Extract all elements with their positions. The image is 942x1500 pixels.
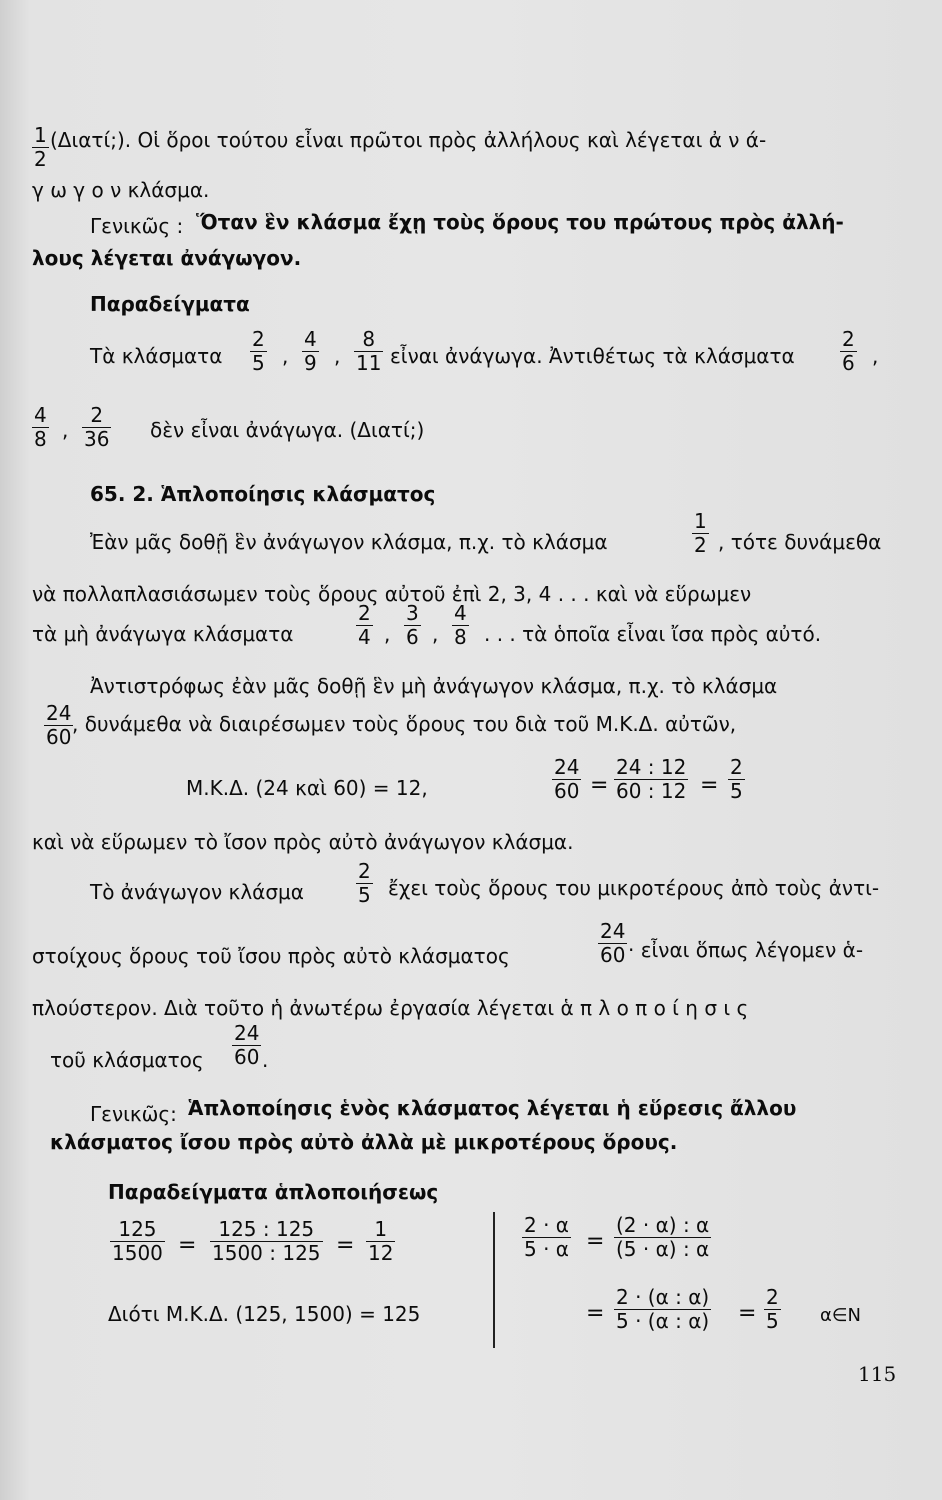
definition-bold: κλάσματος ἴσου πρὸς αὐτὸ ἀλλὰ μὲ μικροτέρους ὅρους. bbox=[50, 1130, 678, 1154]
text-line: Ἐὰν μᾶς δοθῇ ἓν ἀνάγωγον κλάσμα, π.χ. τὸ κλάσμα bbox=[90, 530, 608, 554]
comma: , bbox=[62, 418, 69, 442]
denominator: 5 bbox=[730, 779, 743, 803]
fraction bbox=[354, 328, 383, 375]
denominator: 8 bbox=[34, 427, 47, 451]
text-line: στοίχους ὅρους τοῦ ἴσου πρὸς αὐτὸ κλάσματος bbox=[32, 944, 510, 968]
text-line: πλούστερον. Διὰ τοῦτο ἡ ἀνωτέρω ἐργασία λέγεται ἁ π λ ο π ο ί η σ ι ς bbox=[32, 996, 749, 1020]
numerator: 2 bbox=[766, 1285, 779, 1309]
fraction bbox=[522, 1214, 571, 1261]
numerator: 8 bbox=[354, 328, 383, 352]
fraction bbox=[250, 328, 267, 375]
numerator: 2 bbox=[358, 601, 371, 625]
denominator: 8 bbox=[454, 625, 467, 649]
numerator: 2 bbox=[730, 755, 743, 779]
fraction bbox=[232, 1022, 261, 1069]
text-line: Τὰ κλάσματα bbox=[90, 344, 223, 368]
numerator: 1 bbox=[34, 123, 47, 147]
denominator: 9 bbox=[304, 351, 317, 375]
text-line: Μ.Κ.Δ. (24 καὶ 60) = 12, bbox=[186, 776, 428, 800]
text-line: , τότε δυνάμεθα bbox=[718, 530, 882, 554]
numerator: 125 bbox=[110, 1218, 165, 1242]
fraction bbox=[552, 756, 581, 803]
comma: , bbox=[432, 622, 439, 646]
numerator: 2 · α bbox=[524, 1213, 569, 1237]
numerator: 24 bbox=[554, 755, 580, 779]
numerator: 2 · (α : α) bbox=[616, 1285, 710, 1309]
page-number: 115 bbox=[858, 1362, 897, 1386]
text-line: , δυνάμεθα νὰ διαιρέσωμεν τοὺς ὅρους του διὰ τοῦ Μ.Κ.Δ. αὐτῶν, bbox=[72, 712, 737, 736]
equals-sign: = bbox=[178, 1233, 197, 1258]
column-divider bbox=[493, 1212, 495, 1348]
comma: , bbox=[872, 344, 879, 368]
text-line: καὶ νὰ εὕρωμεν τὸ ἴσον πρὸς αὐτὸ ἀνάγωγον κλάσμα. bbox=[32, 830, 574, 854]
fraction bbox=[598, 920, 627, 967]
denominator: 5 bbox=[252, 351, 265, 375]
numerator: 2 bbox=[82, 404, 111, 428]
equals-sign: = bbox=[336, 1233, 355, 1258]
numerator: (2 · α) : α bbox=[616, 1213, 710, 1237]
equals-sign: = bbox=[586, 1229, 605, 1254]
numerator: 2 bbox=[358, 859, 371, 883]
denominator: 11 bbox=[356, 351, 382, 375]
fraction bbox=[356, 860, 373, 907]
fraction bbox=[764, 1286, 781, 1333]
fraction bbox=[614, 1286, 711, 1333]
fraction bbox=[366, 1218, 395, 1265]
comma: , bbox=[334, 344, 341, 368]
section-heading: Παραδείγματα bbox=[90, 292, 250, 316]
text-line: ἔχει τοὺς ὅρους του μικροτέρους ἀπὸ τοὺς ἀντι- bbox=[388, 876, 880, 900]
fraction bbox=[404, 602, 421, 649]
equals-sign: = bbox=[738, 1301, 757, 1326]
section-heading: 65. 2. Ἁπλοποίησις κλάσματος bbox=[90, 482, 436, 506]
numerator: 3 bbox=[406, 601, 419, 625]
definition-bold: Ὅταν ἓν κλάσμα ἔχῃ τοὺς ὅρους του πρώτους πρὸς ἀλλή- bbox=[196, 210, 844, 234]
fraction bbox=[728, 756, 745, 803]
denominator: 6 bbox=[842, 351, 855, 375]
fraction bbox=[614, 1214, 711, 1261]
fraction bbox=[32, 404, 49, 451]
numerator: 24 : 12 bbox=[616, 755, 687, 779]
denominator: 60 bbox=[554, 779, 580, 803]
text-line: Γενικῶς: bbox=[90, 1102, 177, 1126]
numerator: 4 bbox=[304, 327, 317, 351]
denominator: 6 bbox=[406, 625, 419, 649]
denominator: 1500 : 125 bbox=[212, 1241, 321, 1265]
numerator: 125 : 125 bbox=[210, 1218, 323, 1242]
text-line: τὰ μὴ ἀνάγωγα κλάσματα bbox=[32, 622, 294, 646]
denominator: 36 bbox=[84, 427, 110, 451]
fraction bbox=[32, 124, 49, 171]
numerator: 24 bbox=[46, 701, 72, 725]
numerator: 4 bbox=[34, 403, 47, 427]
numerator: 1 bbox=[366, 1218, 395, 1242]
text-line: Τὸ ἀνάγωγον κλάσμα bbox=[90, 880, 304, 904]
text-line: Ἀντιστρόφως ἐὰν μᾶς δοθῇ ἓν μὴ ἀνάγωγον κλάσμα, π.χ. τὸ κλάσμα bbox=[90, 674, 778, 698]
equals-sign: = bbox=[700, 773, 719, 798]
definition-bold: λους λέγεται ἀνάγωγον. bbox=[32, 246, 302, 270]
denominator: 60 bbox=[234, 1045, 260, 1069]
text-line: Γενικῶς : bbox=[90, 214, 184, 238]
text-line: δὲν εἶναι ἀνάγωγα. (Διατί;) bbox=[150, 418, 425, 442]
text-line: Διότι Μ.Κ.Δ. (125, 1500) = 125 bbox=[108, 1302, 421, 1326]
period: . bbox=[262, 1048, 269, 1072]
fraction bbox=[44, 702, 73, 749]
denominator: 2 bbox=[34, 147, 47, 171]
denominator: 60 bbox=[600, 943, 626, 967]
text-line: εἶναι ἀνάγωγα. Ἀντιθέτως τὰ κλάσματα bbox=[390, 344, 795, 368]
text-line: γ ω γ ο ν κλάσμα. bbox=[32, 178, 210, 202]
fraction bbox=[210, 1218, 323, 1265]
denominator: 1500 bbox=[112, 1241, 163, 1265]
denominator: 5 · α bbox=[524, 1237, 569, 1261]
text-line: τοῦ κλάσματος bbox=[50, 1048, 204, 1072]
numerator: 2 bbox=[842, 327, 855, 351]
denominator: 5 bbox=[358, 883, 371, 907]
denominator: 5 · (α : α) bbox=[616, 1309, 710, 1333]
fraction bbox=[82, 404, 111, 451]
numerator: 24 bbox=[600, 919, 626, 943]
numerator: 4 bbox=[454, 601, 467, 625]
numerator: 2 bbox=[252, 327, 265, 351]
fraction bbox=[452, 602, 469, 649]
text-line: (Διατί;). Οἱ ὅροι τούτου εἶναι πρῶτοι πρὸς ἀλλήλους καὶ λέγεται ἀ ν ά- bbox=[50, 128, 767, 152]
numerator: 1 bbox=[694, 509, 707, 533]
fraction bbox=[692, 510, 709, 557]
denominator: 60 bbox=[46, 725, 72, 749]
fraction bbox=[614, 756, 688, 803]
set-notation: α∈N bbox=[820, 1305, 862, 1326]
denominator: 5 bbox=[766, 1309, 779, 1333]
denominator: 60 : 12 bbox=[616, 779, 687, 803]
fraction bbox=[302, 328, 319, 375]
fraction bbox=[356, 602, 373, 649]
definition-bold: Ἁπλοποίησις ἑνὸς κλάσματος λέγεται ἡ εὕρεσις ἄλλου bbox=[188, 1096, 797, 1120]
text-line: · εἶναι ὅπως λέγομεν ἁ- bbox=[628, 938, 864, 962]
denominator: 12 bbox=[368, 1241, 394, 1265]
equals-sign: = bbox=[590, 773, 609, 798]
denominator: (5 · α) : α bbox=[616, 1237, 710, 1261]
denominator: 2 bbox=[694, 533, 707, 557]
text-line: νὰ πολλαπλασιάσωμεν τοὺς ὅρους αὐτοῦ ἐπὶ 2, 3, 4 . . . καὶ νὰ εὕρωμεν bbox=[32, 582, 752, 606]
numerator: 24 bbox=[234, 1021, 260, 1045]
equals-sign: = bbox=[586, 1301, 605, 1326]
fraction bbox=[840, 328, 857, 375]
comma: , bbox=[282, 344, 289, 368]
comma: , bbox=[384, 622, 391, 646]
denominator: 4 bbox=[358, 625, 371, 649]
fraction bbox=[110, 1218, 165, 1265]
section-heading: Παραδείγματα ἁπλοποιήσεως bbox=[108, 1180, 439, 1204]
text-line: . . . τὰ ὁποῖα εἶναι ἴσα πρὸς αὐτό. bbox=[484, 622, 822, 646]
